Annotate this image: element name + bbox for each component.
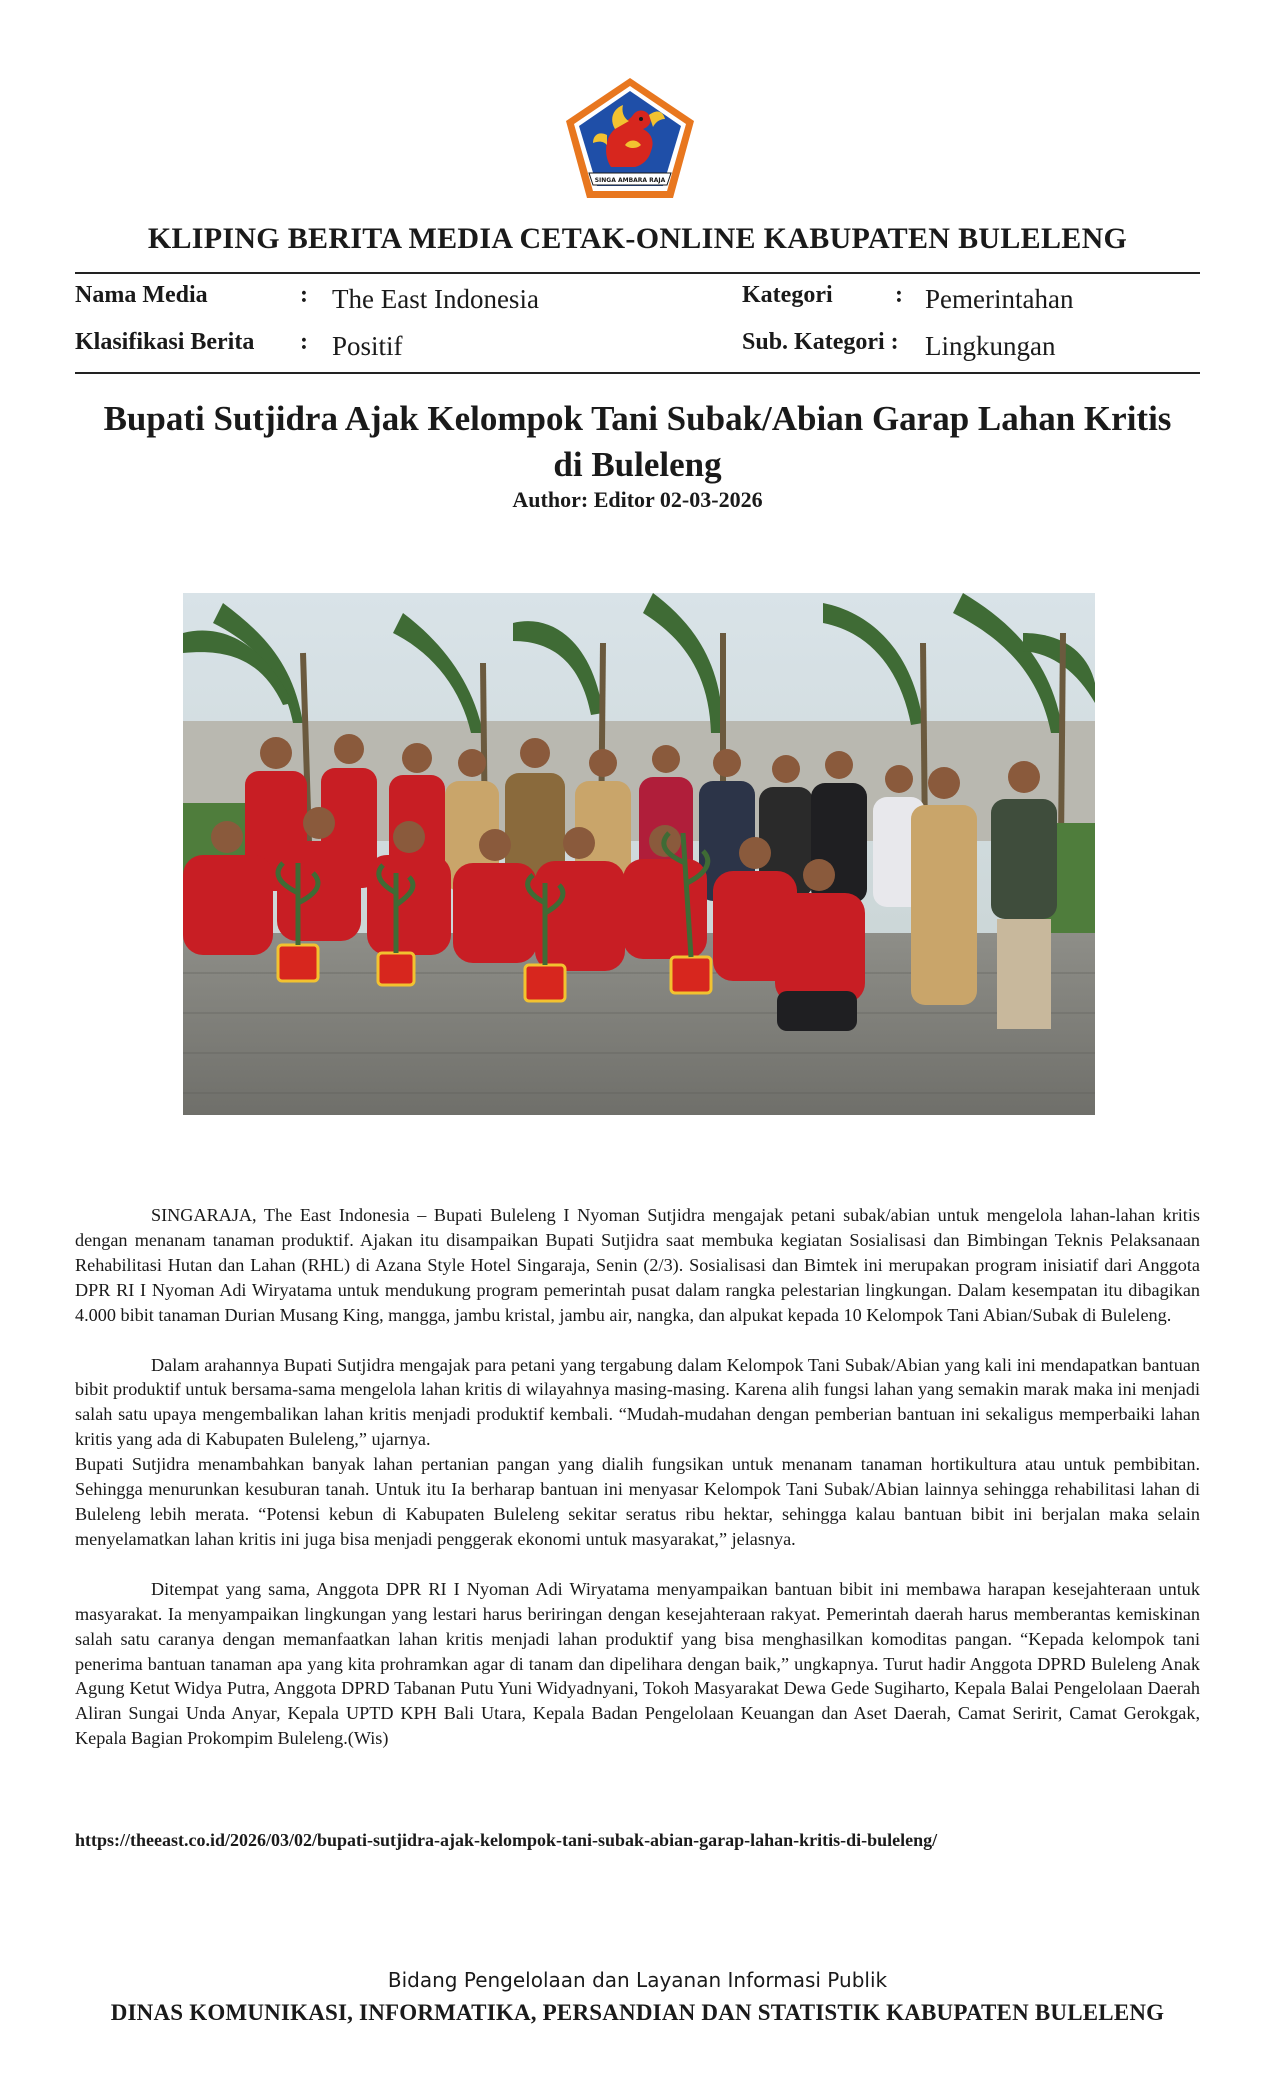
article-author: Author: Editor 02-03-2026 <box>512 487 763 512</box>
meta-klasifikasi-row <box>75 329 675 363</box>
subkategori-label: Sub. Kategori : <box>742 329 899 355</box>
article-photo <box>183 593 1095 1115</box>
meta-kategori-row <box>742 282 1200 316</box>
footer-agency: DINAS KOMUNIKASI, INFORMATIKA, PERSANDIAN DAN STATISTIK KABUPATEN BULELENG <box>110 2000 1165 2025</box>
media-label: Nama Media <box>75 282 208 308</box>
kategori-colon: : <box>895 282 903 308</box>
klasifikasi-label: Klasifikasi Berita <box>75 329 255 355</box>
footer-department: Bidang Pengelolaan dan Layanan Informasi Publik <box>387 1968 888 1992</box>
meta-media-row <box>75 282 675 316</box>
media-colon: : <box>300 282 308 308</box>
article-paragraph: Dalam arahannya Bupati Sutjidra mengajak para petani yang tergabung dalam Kelompok Tani Subak/Abian yang kali ini mendapatkan bantuan bibit produktif untuk bersama-sama mengelola lahan kritis di wilayahnya masing-masing. Karena alih fungsi lahan yang semakin marak maka ini menjadi salah satu upaya mengembalikan lahan kritis menjadi produktif kembali. “Mudah-mudahan dengan pemberian bantuan ini sekaligus memperbaiki lahan kritis yang ada di Kabupaten Buleleng,” ujarnya. <box>75 1354 1200 1450</box>
meta-subkategori-row <box>742 329 1200 363</box>
article-paragraph: Bupati Sutjidra menambahkan banyak lahan pertanian pangan yang dialih fungsikan untuk menanam tanaman hortikultura atau untuk pembibitan. Sehingga menurunkan kesuburan tanah. Untuk itu Ia berharap bantuan ini menyasar Kelompok Tani Subak/Abian lainnya sehingga rehabilitasi lahan di Buleleng lebih merata. “Potensi kebun di Kabupaten Buleleng sekitar seratus ribu hektar, sehingga kalau bantuan bibit ini berjalan maka selain menyelamatkan lahan kritis ini juga bisa menjadi penggerak ekonomi untuk masyarakat,” jelasnya. <box>75 1454 1200 1549</box>
header-divider-top <box>75 272 1200 274</box>
kategori-label: Kategori <box>742 282 833 308</box>
article-body <box>75 1203 1200 1751</box>
klasifikasi-value: Positif <box>332 331 403 361</box>
klasifikasi-colon: : <box>300 329 308 355</box>
kategori-value: Pemerintahan <box>925 284 1074 314</box>
logo-caption: SINGA AMBARA RAJA <box>594 177 666 184</box>
article-title-line-2: di Buleleng <box>553 445 722 484</box>
source-url-link[interactable]: https://theeast.co.id/2026/03/02/bupati-sutjidra-ajak-kelompok-tani-subak-abian-garap-lahan-kritis-di-buleleng/ <box>75 1830 938 1850</box>
article-paragraph: Ditempat yang sama, Anggota DPR RI I Nyoman Adi Wiryatama menyampaikan bantuan bibit ini membawa harapan kesejahteraan untuk masyarakat. Ia menyampaikan lingkungan yang lestari harus beriringan dengan kesejahteraan rakyat. Pemerintah daerah harus memberantas kemiskinan salah satu caranya dengan memanfaatkan lahan kritis menjadi lahan produktif yang bisa menghasilkan komoditas pangan. “Kepada kelompok tani penerima bantuan tanaman apa yang kita prohramkan agar di tanam dan dipelihara dengan baik,” ungkapnya. Turut hadir Anggota DPRD Buleleng Anak Agung Ketut Widya Putra, Anggota DPRD Tabanan Putu Yuni Widyadnyani, Tokoh Masyarakat Dewa Gede Sugiharto, Kepala Balai Pengelolaan Daerah Aliran Sungai Unda Anyar, Kepala UPTD KPH Bali Utara, Kepala Badan Pengelolaan Keuangan dan Aset Daerah, Camat Seririt, Camat Gerokgak, Kepala Bagian Prokompim Buleleng.(Wis) <box>75 1578 1200 1749</box>
article-title <box>75 396 1200 488</box>
subkategori-value: Lingkungan <box>925 331 1056 361</box>
buleleng-emblem-logo <box>563 75 697 201</box>
page-header-title: KLIPING BERITA MEDIA CETAK-ONLINE KABUPATEN BULELENG <box>147 222 1128 255</box>
article-title-line-1: Bupati Sutjidra Ajak Kelompok Tani Subak/Abian Garap Lahan Kritis <box>103 399 1172 438</box>
article-paragraph: SINGARAJA, The East Indonesia – Bupati Buleleng I Nyoman Sutjidra mengajak petani subak/abian untuk mengelola lahan-lahan kritis dengan menanam tanaman produktif. Ajakan itu disampaikan Bupati Sutjidra saat membuka kegiatan Sosialisasi dan Bimbingan Teknis Pelaksanaan Rehabilitasi Hutan dan Lahan (RHL) di Azana Style Hotel Singaraja, Senin (2/3). Sosialisasi dan Bimtek ini merupakan program inisiatif dari Anggota DPR RI I Nyoman Adi Wiryatama untuk mendukung program pemerintah pusat dalam rangka pelestarian lingkungan. Dalam kesempatan itu dibagikan 4.000 bibit tanaman Durian Musang King, mangga, jambu kristal, jambu air, nangka, dan alpukat kepada 10 Kelompok Tani Abian/Subak di Buleleng. <box>75 1205 1200 1325</box>
media-value: The East Indonesia <box>332 284 539 314</box>
header-divider-bottom <box>75 372 1200 374</box>
